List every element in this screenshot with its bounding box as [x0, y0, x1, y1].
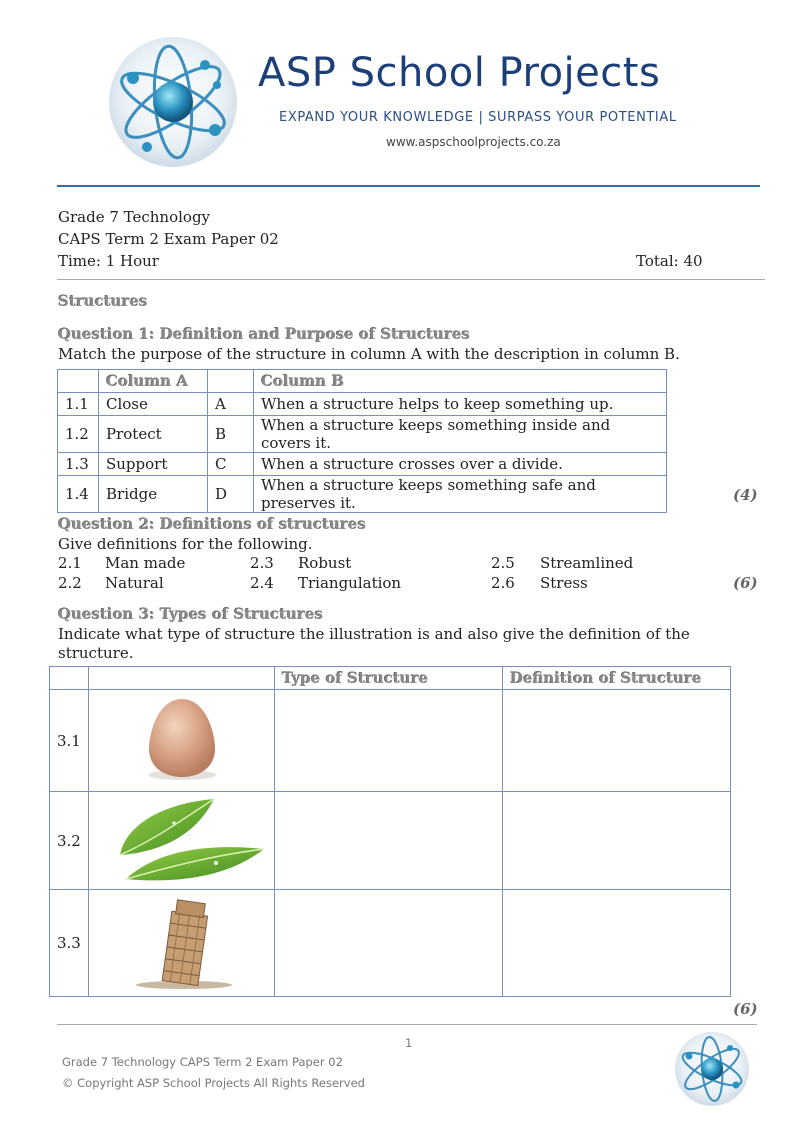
table-row: [58, 393, 667, 416]
header-rule: [57, 185, 760, 187]
definition-answer-cell[interactable]: [503, 690, 731, 792]
item-term: Robust: [298, 554, 352, 572]
q1-header-row: [58, 370, 667, 393]
q1-col-a-header: Column A: [99, 370, 208, 393]
table-row: [50, 890, 731, 997]
definition-answer-cell[interactable]: [503, 792, 731, 890]
leaves-image: [89, 792, 275, 890]
meta-rule: [57, 279, 765, 280]
brand-url[interactable]: www.aspschoolprojects.co.za: [386, 135, 561, 149]
item-number: 2.4: [250, 574, 274, 592]
q3-heading: Question 3: Types of Structures: [58, 605, 323, 623]
footer-copyright: © Copyright ASP School Projects All Rights Reserved: [62, 1076, 365, 1090]
row-number: 3.1: [50, 690, 89, 792]
letter-cell: B: [208, 416, 254, 453]
item-number: 2.1: [58, 554, 82, 572]
q2-marks: (6): [733, 574, 758, 592]
section-title: Structures: [58, 292, 148, 310]
q3-definition-header: Definition of Structure: [503, 667, 731, 690]
table-row: [58, 476, 667, 513]
footer-atom-logo: [674, 1031, 750, 1107]
q3-instruction-line-2: structure.: [58, 644, 134, 662]
item-term: Stress: [540, 574, 588, 592]
item-term: Streamlined: [540, 554, 634, 572]
q1-col-b-header: Column B: [254, 370, 667, 393]
q3-marks: (6): [733, 1000, 758, 1018]
table-row: [50, 792, 731, 890]
column-b-cell: When a structure keeps something safe and preserves it.: [254, 476, 667, 513]
type-answer-cell[interactable]: [275, 890, 503, 997]
item-number: 2.6: [491, 574, 515, 592]
type-answer-cell[interactable]: [275, 792, 503, 890]
item-number: 2.2: [58, 574, 82, 592]
row-number: 1.4: [58, 476, 99, 513]
item-term: Natural: [105, 574, 164, 592]
column-b-cell: When a structure helps to keep something up.: [254, 393, 667, 416]
item-number: 2.3: [250, 554, 274, 572]
row-number: 1.3: [58, 453, 99, 476]
column-a-cell: Close: [99, 393, 208, 416]
q3-type-header: Type of Structure: [275, 667, 503, 690]
item-term: Triangulation: [298, 574, 402, 592]
q1-table: [57, 369, 667, 513]
q1-heading: Question 1: Definition and Purpose of Structures: [58, 325, 470, 343]
brand-title: ASP School Projects: [258, 50, 661, 96]
letter-cell: D: [208, 476, 254, 513]
row-number: 3.3: [50, 890, 89, 997]
total-line: Total: 40: [636, 252, 703, 270]
column-a-cell: Bridge: [99, 476, 208, 513]
subject-line: Grade 7 Technology: [58, 208, 211, 226]
footer-rule: [57, 1024, 757, 1025]
column-a-cell: Protect: [99, 416, 208, 453]
row-number: 1.2: [58, 416, 99, 453]
page-number: 1: [405, 1036, 413, 1050]
q1-marks: (4): [733, 486, 758, 504]
q2-heading: Question 2: Definitions of structures: [58, 515, 366, 533]
row-number: 1.1: [58, 393, 99, 416]
column-a-cell: Support: [99, 453, 208, 476]
atom-logo: [107, 35, 239, 170]
q2-instruction: Give definitions for the following.: [58, 535, 313, 553]
footer-paper-title: Grade 7 Technology CAPS Term 2 Exam Paper 02: [62, 1055, 343, 1069]
row-number: 3.2: [50, 792, 89, 890]
leaning-tower-image: [89, 890, 275, 997]
column-b-cell: When a structure keeps something inside and covers it.: [254, 416, 667, 453]
item-term: Man made: [105, 554, 186, 572]
q3-table: [49, 666, 731, 997]
item-number: 2.5: [491, 554, 515, 572]
q1-instruction: Match the purpose of the structure in column A with the description in column B.: [58, 345, 680, 363]
egg-image: [89, 690, 275, 792]
q3-instruction-line-1: Indicate what type of structure the illustration is and also give the definition of the: [58, 625, 690, 643]
letter-cell: A: [208, 393, 254, 416]
table-row: [58, 453, 667, 476]
q3-header-row: [50, 667, 731, 690]
table-row: [50, 690, 731, 792]
paper-line: CAPS Term 2 Exam Paper 02: [58, 230, 279, 248]
type-answer-cell[interactable]: [275, 690, 503, 792]
brand-tagline: EXPAND YOUR KNOWLEDGE | SURPASS YOUR POTENTIAL: [279, 110, 677, 125]
table-row: [58, 416, 667, 453]
definition-answer-cell[interactable]: [503, 890, 731, 997]
column-b-cell: When a structure crosses over a divide.: [254, 453, 667, 476]
time-line: Time: 1 Hour: [58, 252, 159, 270]
letter-cell: C: [208, 453, 254, 476]
